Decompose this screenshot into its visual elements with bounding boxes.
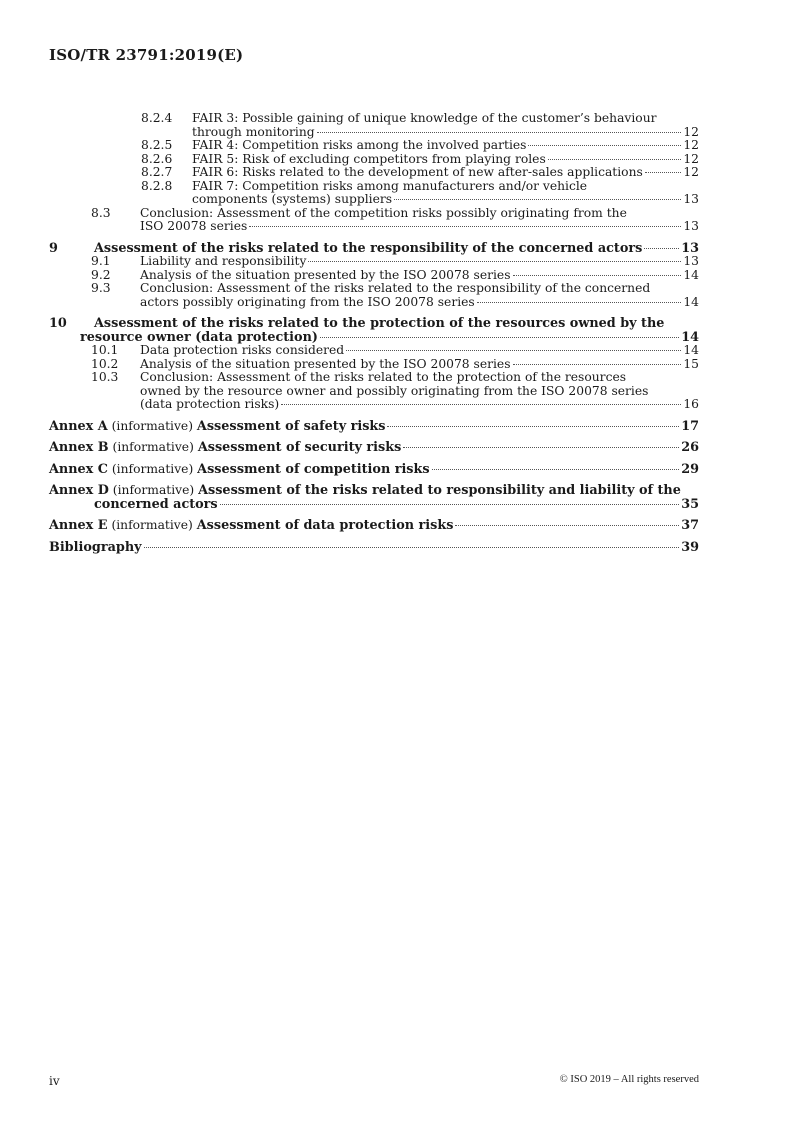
toc-page-number: 12 [683, 124, 699, 139]
toc-page-number: 39 [681, 539, 699, 555]
toc-entry[interactable] [49, 541, 699, 555]
dot-leader [432, 469, 680, 470]
toc-page-number: 12 [683, 151, 699, 166]
toc-page-number: 13 [683, 219, 699, 233]
dot-leader [548, 159, 682, 160]
toc-entry-title: Assessment of competition risks [197, 461, 430, 477]
toc-page-number: 35 [681, 496, 699, 512]
toc-entry[interactable] [49, 358, 699, 372]
toc-entry-title: FAIR 3: Possible gaining of unique knowledge of the customer’s behaviour [192, 111, 657, 125]
toc-entry[interactable] [49, 207, 699, 234]
toc-entry-title: Assessment of the risks related to the protection of the resources owned by the [94, 316, 665, 331]
toc-entry-title: Conclusion: Assessment of the competition risks possibly originating from the [140, 205, 627, 220]
toc-page-number: 16 [683, 397, 699, 411]
toc-entry-number: 8.2.8 [141, 178, 173, 193]
toc-entry-number: 8.2.7 [141, 165, 173, 179]
toc-entry-title: FAIR 7: Competition risks among manufacturers and/or vehicle [192, 178, 588, 193]
toc-entry-title: Liability and responsibility [140, 254, 307, 268]
dot-leader [645, 172, 682, 173]
toc-entry-number: 8.2.4 [141, 111, 173, 125]
annex-kind: (informative) [111, 418, 193, 433]
toc-page-number: 17 [681, 418, 699, 434]
page-number: iv [49, 1074, 60, 1088]
toc-entry-title: Analysis of the situation presented by the ISO 20078 series [140, 356, 511, 371]
toc-page-number: 12 [683, 138, 699, 152]
toc-page-number: 14 [683, 294, 699, 309]
toc-entry[interactable] [49, 371, 699, 412]
document-id-header: ISO/TR 23791:2019(E) [49, 46, 244, 64]
toc-entry[interactable] [49, 112, 699, 139]
toc-page-number: 15 [683, 356, 699, 371]
toc-entry-title: FAIR 4: Competition risks among the involved parties [192, 138, 527, 152]
toc-entry-title: actors possibly originating from the ISO 20078 series [140, 294, 475, 309]
toc-page-number: 14 [681, 329, 699, 345]
toc-entry-number: 9.2 [91, 267, 111, 282]
toc-entry-title: Assessment of security risks [197, 440, 402, 455]
toc-page-number: 26 [681, 440, 699, 455]
dot-leader [513, 275, 682, 276]
toc-page-number: 14 [683, 343, 699, 357]
copyright-notice: © ISO 2019 – All rights reserved [559, 1074, 699, 1085]
toc-entry-title: concerned actors [94, 496, 218, 512]
toc-entry-title: Analysis of the situation presented by the ISO 20078 series [140, 267, 511, 282]
toc-entry[interactable] [49, 255, 699, 269]
toc-entry-title: Data protection risks considered [140, 343, 345, 357]
toc-entry[interactable] [49, 139, 699, 153]
toc-entry-title: Assessment of the risks related to the responsibility of the concerned actors [94, 240, 643, 256]
dot-leader [644, 248, 679, 249]
dot-leader [477, 302, 682, 303]
toc-entry-number: 10 [49, 316, 67, 331]
annex-label: Annex A [49, 418, 108, 434]
toc-page-number: 29 [681, 461, 699, 477]
toc-entry-number: 9 [49, 240, 58, 256]
dot-leader [281, 404, 681, 405]
dot-leader [403, 447, 679, 448]
annex-kind: (informative) [112, 483, 195, 497]
dot-leader [346, 350, 681, 351]
toc-entry[interactable] [49, 317, 699, 344]
dot-leader [513, 364, 682, 365]
toc-entry-title: components (systems) suppliers [192, 192, 393, 206]
annex-kind: (informative) [112, 440, 194, 454]
toc-entry[interactable] [49, 420, 699, 434]
toc-entry[interactable] [49, 242, 699, 256]
dot-leader [317, 132, 682, 133]
annex-label: Annex B [49, 440, 109, 455]
dot-leader [528, 145, 681, 146]
toc-entry[interactable] [49, 282, 699, 309]
toc-entry-title: Assessment of the risks related to responsibility and liability of the [198, 483, 681, 498]
toc-page-number: 12 [683, 165, 699, 179]
toc-entry[interactable] [49, 153, 699, 167]
toc-entry-title: FAIR 6: Risks related to the development of new after-sales applications [192, 165, 643, 179]
toc-page-number: 13 [683, 192, 699, 206]
toc-entry-number: 8.2.5 [141, 138, 173, 152]
toc-page-number: 13 [681, 240, 699, 256]
toc-page-number: 37 [681, 518, 699, 533]
toc-entry-number: 10.3 [91, 370, 119, 384]
toc-entry-number: 9.1 [91, 254, 111, 268]
toc-entry-number: 8.2.6 [141, 151, 173, 166]
toc-entry-title: Conclusion: Assessment of the risks related to the protection of the resources [140, 370, 627, 384]
dot-leader [320, 337, 679, 338]
toc-entry[interactable] [49, 441, 699, 455]
annex-label: Annex C [49, 461, 108, 477]
toc-entry-title: Conclusion: Assessment of the risks related to the responsibility of the concerned [140, 281, 651, 295]
toc-entry-title: ISO 20078 series [140, 219, 248, 233]
toc-entry-title: through monitoring [192, 124, 315, 139]
toc-entry-number: 8.3 [91, 205, 111, 220]
toc-entry-title: Assessment of data protection risks [196, 518, 454, 533]
annex-kind: (informative) [111, 518, 193, 532]
toc-page-number: 13 [683, 254, 699, 268]
toc-entry-number: 10.1 [91, 343, 119, 357]
dot-leader [144, 547, 680, 548]
dot-leader [455, 525, 679, 526]
toc-entry-title: owned by the resource owner and possibly originating from the ISO 20078 series [140, 383, 649, 398]
toc-entry[interactable] [49, 180, 699, 207]
table-of-contents [49, 112, 699, 554]
toc-entry-number: 9.3 [91, 281, 111, 295]
annex-kind: (informative) [111, 461, 194, 476]
toc-entry-title: FAIR 5: Risk of excluding competitors from playing roles [192, 151, 546, 166]
toc-entry[interactable] [49, 166, 699, 180]
toc-entry[interactable] [49, 484, 699, 511]
toc-entry[interactable] [49, 519, 699, 533]
toc-entry-title: Bibliography [49, 539, 142, 555]
toc-entry-title: resource owner (data protection) [80, 329, 318, 345]
toc-entry-number: 10.2 [91, 356, 119, 371]
dot-leader [308, 261, 681, 262]
toc-entry-title: (data protection risks) [140, 397, 280, 411]
toc-entry-title: Assessment of safety risks [196, 418, 386, 434]
dot-leader [387, 426, 679, 427]
annex-label: Annex D [49, 483, 109, 498]
annex-label: Annex E [49, 518, 108, 533]
dot-leader [394, 199, 681, 200]
toc-page-number: 14 [683, 267, 699, 282]
dot-leader [249, 226, 681, 227]
toc-entry[interactable] [49, 463, 699, 477]
toc-entry[interactable] [49, 344, 699, 358]
toc-entry[interactable] [49, 269, 699, 283]
dot-leader [220, 504, 680, 505]
